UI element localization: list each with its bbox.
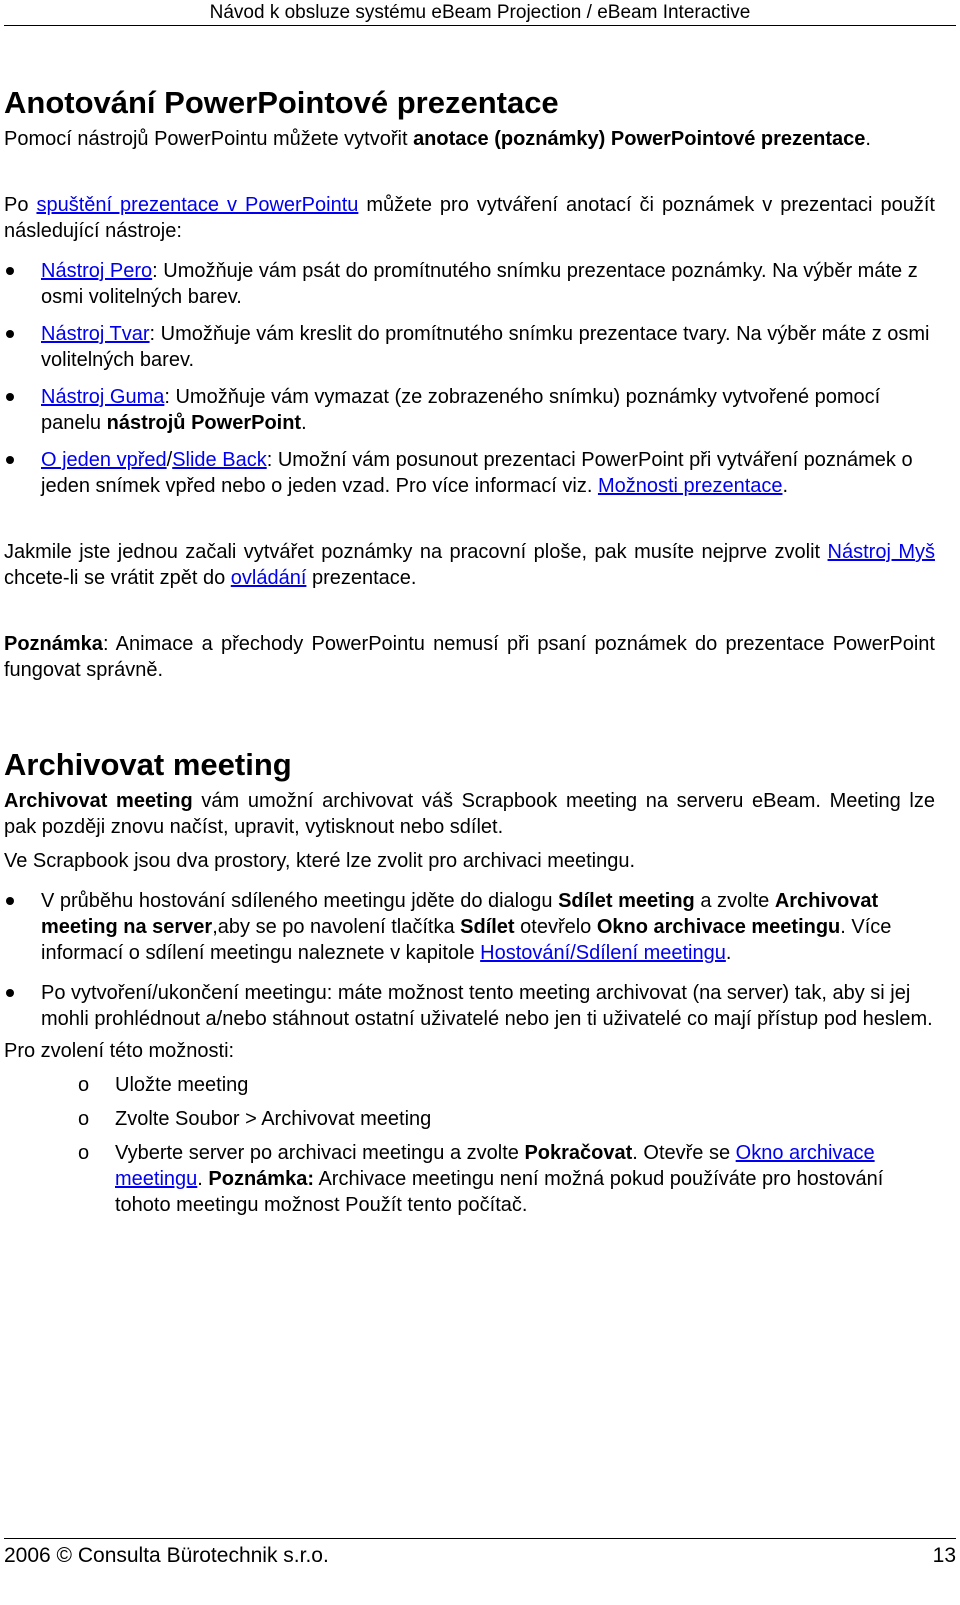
list-item: V průběhu hostování sdíleného meetingu jděte do dialogu Sdílet meeting a zvolte Archivovat meeting na server,aby se po navolení tlačítka Sdílet otevřelo Okno archivace meetingu. Více informací o sdílení meetingu naleznete v kapitole Hostování/Sdílení meetingu. [4, 888, 935, 966]
link-start-presentation[interactable]: spuštění prezentace v PowerPointu [36, 194, 359, 217]
intro-paragraph: Pomocí nástrojů PowerPointu můžete vytvořit anotace (poznámky) PowerPointové prezentace. [4, 128, 871, 151]
archive-intro-paragraph: Archivovat meeting vám umožní archivovat váš Scrapbook meeting na serveru eBeam. Meeting lze pak později znovu načíst, upravit, vytisknout nebo sdílet. [4, 790, 935, 839]
page-footer [4, 1538, 956, 1567]
tools-list [4, 258, 935, 499]
option-paragraph: Pro zvolení této možnosti: [4, 1040, 235, 1063]
list-item: Nástroj Guma: Umožňuje vám vymazat (ze zobrazeného snímku) poznámky vytvořené pomocí panelu nástrojů PowerPoint. [4, 384, 935, 436]
mouse-tool-paragraph: Jakmile jste jednou začali vytvářet poznámky na pracovní ploše, pak musíte nejprve zvolit Nástroj Myš chcete-li se vrátit zpět do ovládání prezentace. [4, 541, 935, 590]
document-body [4, 84, 935, 1226]
list-item: o Uložte meeting [4, 1072, 935, 1098]
archive-spaces-paragraph: Ve Scrapbook jsou dva prostory, které lze zvolit pro archivaci meetingu. [4, 850, 636, 873]
archive-list [4, 888, 935, 1032]
footer-copyright: 2006 © Consulta Bürotechnik s.r.o. [4, 1544, 329, 1567]
tools-paragraph: Po spuštění prezentace v PowerPointu můžete pro vytváření anotací či poznámek v prezentaci použít následující nástroje: [4, 194, 935, 243]
page-number: 13 [932, 1544, 956, 1567]
link-presentation-options[interactable]: Možnosti prezentace [597, 475, 783, 498]
link-control[interactable]: ovládání [230, 567, 307, 590]
link-next-slide[interactable]: O jeden vpřed [41, 449, 167, 472]
link-archive-window[interactable]: Okno archivace meetingu [115, 1142, 875, 1191]
link-mouse-tool[interactable]: Nástroj Myš [827, 541, 935, 564]
list-item: o Vyberte server po archivaci meetingu a zvolte Pokračovat. Otevře se Okno archivace meetingu. Poznámka: Archivace meetingu není možná pokud používáte pro hostování tohoto meetingu možnost Použít tento počítač. [4, 1140, 935, 1218]
list-item: O jeden vpřed/Slide Back: Umožní vám posunout prezentaci PowerPoint při vytváření poznámek o jeden snímek vpřed nebo o jeden vzad. Pro více informací viz. Možnosti prezentace. [4, 447, 935, 499]
header-title: Návod k obsluze systému eBeam Projection / eBeam Interactive [209, 2, 751, 23]
page-header [4, 0, 956, 26]
link-eraser-tool[interactable]: Nástroj Guma [41, 386, 165, 409]
list-item: Po vytvoření/ukončení meetingu: máte možnost tento meeting archivovat (na server) tak, aby si jej mohli prohlédnout a/nebo stáhnout ostatní uživatelé nebo jen ti uživatelé co mají přístup pod heslem. [4, 980, 935, 1032]
section-heading-archive: Archivovat meeting [4, 747, 292, 783]
list-item: Nástroj Tvar: Umožňuje vám kreslit do promítnutého snímku prezentace tvary. Na výběr máte z osmi volitelných barev. [4, 321, 935, 373]
section-heading-annotation: Anotování PowerPointové prezentace [4, 85, 559, 120]
link-hosting-sharing[interactable]: Hostování/Sdílení meetingu [480, 942, 726, 965]
link-slide-back[interactable]: Slide Back [172, 449, 267, 472]
list-item: Nástroj Pero: Umožňuje vám psát do promítnutého snímku prezentace poznámky. Na výběr máte z osmi volitelných barev. [4, 258, 935, 310]
steps-list [4, 1072, 935, 1218]
list-item: o Zvolte Soubor > Archivovat meeting [4, 1106, 935, 1132]
link-pen-tool[interactable]: Nástroj Pero [41, 260, 153, 283]
link-shape-tool[interactable]: Nástroj Tvar [41, 323, 150, 346]
note-paragraph: Poznámka: Animace a přechody PowerPointu nemusí při psaní poznámek do prezentace PowerPoint fungovat správně. [4, 633, 935, 682]
